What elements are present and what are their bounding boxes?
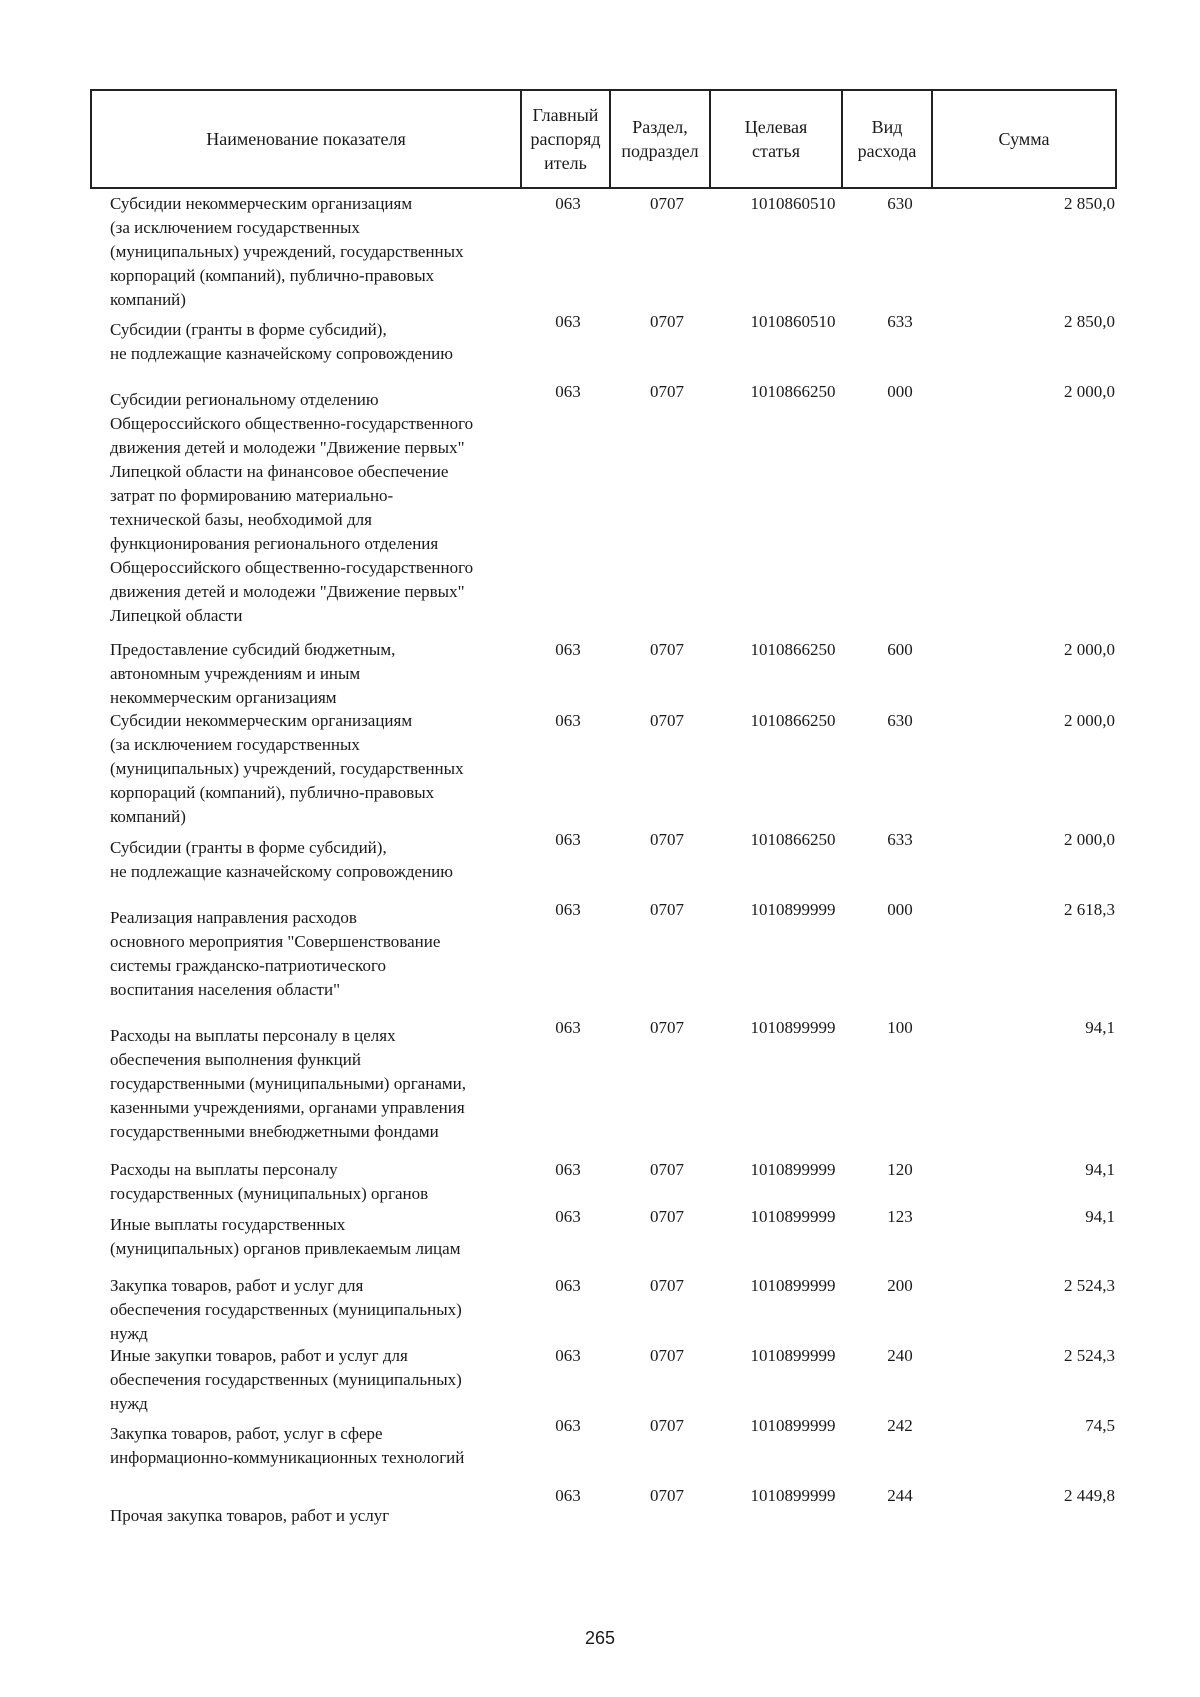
row-celevaya: 1010899999	[750, 1018, 836, 1037]
row-vid: 123	[887, 1207, 913, 1226]
row-glavny: 063	[555, 830, 581, 849]
row-razdel: 0707	[650, 1160, 684, 1179]
row-razdel: 0707	[650, 1346, 684, 1365]
header-razdel: Раздел, подраздел	[611, 91, 711, 187]
row-summa: 2 524,3	[1064, 1346, 1115, 1365]
row-name: Реализация направления расходов основного мероприятия "Совершенствование системы гражданско-патриотического воспитания населения области"	[110, 908, 441, 999]
row-vid: 120	[887, 1160, 913, 1179]
row-vid: 633	[887, 830, 913, 849]
row-name: Субсидии (гранты в форме субсидий), не подлежащие казначейскому сопровождению	[110, 838, 453, 881]
row-razdel: 0707	[650, 1276, 684, 1295]
row-vid: 000	[887, 382, 913, 401]
row-summa: 2 000,0	[1064, 382, 1115, 401]
row-celevaya: 1010899999	[750, 1276, 836, 1295]
row-name: Расходы на выплаты персоналу государственных (муниципальных) органов	[110, 1160, 429, 1203]
row-celevaya: 1010899999	[750, 900, 836, 919]
row-glavny: 063	[555, 312, 581, 331]
row-summa: 2 000,0	[1064, 711, 1115, 730]
row-summa: 2 618,3	[1064, 900, 1115, 919]
row-vid: 244	[887, 1486, 913, 1505]
row-summa: 2 850,0	[1064, 194, 1115, 213]
row-razdel: 0707	[650, 194, 684, 213]
row-vid: 630	[887, 711, 913, 730]
header-summa: Сумма	[998, 129, 1050, 149]
row-glavny: 063	[555, 640, 581, 659]
row-razdel: 0707	[650, 830, 684, 849]
row-vid: 600	[887, 640, 913, 659]
row-celevaya: 1010860510	[750, 194, 836, 213]
row-razdel: 0707	[650, 382, 684, 401]
row-glavny: 063	[555, 1346, 581, 1365]
row-glavny: 063	[555, 1416, 581, 1435]
row-glavny: 063	[555, 1207, 581, 1226]
row-razdel: 0707	[650, 1018, 684, 1037]
row-celevaya: 1010899999	[750, 1346, 836, 1365]
row-summa: 94,1	[1085, 1018, 1115, 1037]
row-name: Предоставление субсидий бюджетным, автономным учреждениям и иным некоммерческим организациям	[110, 640, 396, 707]
header-name: Наименование показателя	[92, 91, 522, 187]
row-glavny: 063	[555, 900, 581, 919]
row-razdel: 0707	[650, 312, 684, 331]
row-celevaya: 1010899999	[750, 1160, 836, 1179]
row-summa: 74,5	[1085, 1416, 1115, 1435]
row-vid: 633	[887, 312, 913, 331]
row-name: Субсидии (гранты в форме субсидий), не подлежащие казначейскому сопровождению	[110, 320, 453, 363]
header-vid: Вид расхода	[843, 91, 933, 187]
row-summa: 94,1	[1085, 1160, 1115, 1179]
row-celevaya: 1010866250	[750, 382, 836, 401]
row-razdel: 0707	[650, 900, 684, 919]
row-summa: 94,1	[1085, 1207, 1115, 1226]
row-vid: 200	[887, 1276, 913, 1295]
header-celevaya: Целевая статья	[711, 91, 843, 187]
row-vid: 242	[887, 1416, 913, 1435]
row-glavny: 063	[555, 711, 581, 730]
row-glavny: 063	[555, 1160, 581, 1179]
row-razdel: 0707	[650, 640, 684, 659]
row-glavny: 063	[555, 194, 581, 213]
header-glavny: Главный распоряд итель	[522, 91, 611, 187]
row-glavny: 063	[555, 1486, 581, 1505]
row-summa: 2 524,3	[1064, 1276, 1115, 1295]
row-glavny: 063	[555, 1018, 581, 1037]
row-vid: 000	[887, 900, 913, 919]
row-name: Субсидии некоммерческим организациям (за исключением государственных (муниципальных) учреждений, государственных корпораций (компаний), публично-правовых компаний)	[110, 194, 464, 309]
page-number: 265	[584, 1628, 616, 1648]
row-name: Прочая закупка товаров, работ и услуг	[110, 1506, 390, 1525]
row-summa: 2 000,0	[1064, 640, 1115, 659]
row-glavny: 063	[555, 1276, 581, 1295]
row-vid: 240	[887, 1346, 913, 1365]
row-name: Иные выплаты государственных (муниципальных) органов привлекаемым лицам	[110, 1215, 461, 1258]
row-name: Субсидии некоммерческим организациям (за исключением государственных (муниципальных) учреждений, государственных корпораций (компаний), публично-правовых компаний)	[110, 711, 464, 826]
row-name: Субсидии региональному отделению Общероссийского общественно-государственного движения детей и молодежи "Движение первых" Липецкой области на финансовое обеспечение затрат по формированию материально- технической базы, необходимой для функционирования регионального отделения Общероссийского общественно-государственного движения детей и молодежи "Движение первых" Липецкой области	[110, 390, 474, 625]
row-vid: 630	[887, 194, 913, 213]
row-name: Расходы на выплаты персоналу в целях обеспечения выполнения функций государственными (муниципальными) органами, казенными учреждениями, органами управления государственными внебюджетными фондами	[110, 1026, 466, 1141]
row-glavny: 063	[555, 382, 581, 401]
row-celevaya: 1010866250	[750, 830, 836, 849]
row-celevaya: 1010899999	[750, 1486, 836, 1505]
row-razdel: 0707	[650, 1486, 684, 1505]
row-celevaya: 1010899999	[750, 1207, 836, 1226]
table-header	[90, 89, 1117, 189]
row-name: Закупка товаров, работ, услуг в сфере информационно-коммуникационных технологий	[110, 1424, 465, 1467]
row-celevaya: 1010860510	[750, 312, 836, 331]
row-celevaya: 1010866250	[750, 711, 836, 730]
row-name: Закупка товаров, работ и услуг для обеспечения государственных (муниципальных) нужд	[110, 1276, 462, 1343]
row-celevaya: 1010866250	[750, 640, 836, 659]
row-summa: 2 000,0	[1064, 830, 1115, 849]
row-summa: 2 850,0	[1064, 312, 1115, 331]
row-celevaya: 1010899999	[750, 1416, 836, 1435]
row-razdel: 0707	[650, 1207, 684, 1226]
row-name: Иные закупки товаров, работ и услуг для обеспечения государственных (муниципальных) нужд	[110, 1346, 462, 1413]
row-summa: 2 449,8	[1064, 1486, 1115, 1505]
row-razdel: 0707	[650, 1416, 684, 1435]
row-vid: 100	[887, 1018, 913, 1037]
row-razdel: 0707	[650, 711, 684, 730]
